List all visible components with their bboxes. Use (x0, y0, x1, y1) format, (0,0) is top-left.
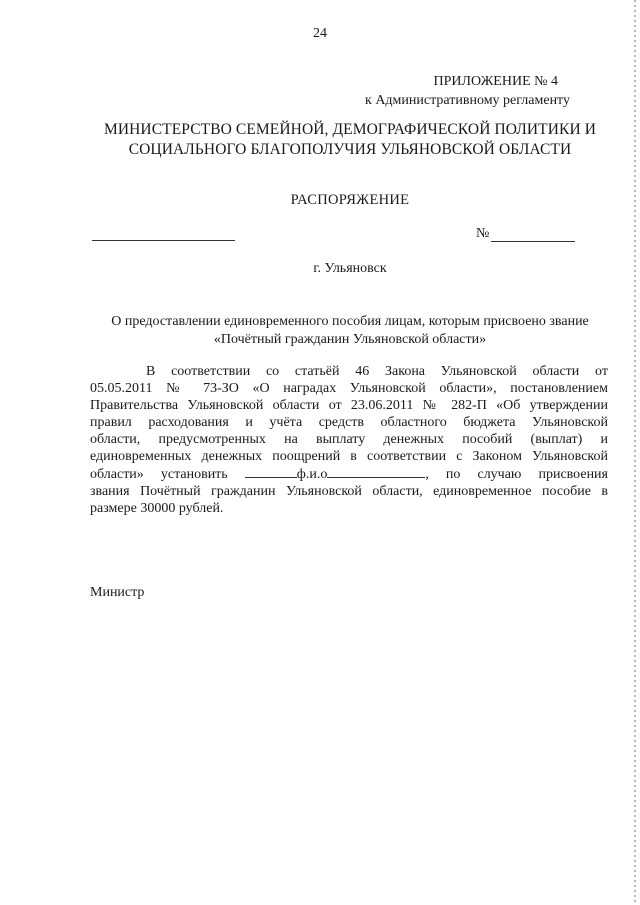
body-line: 05.05.2011 № 73-ЗО «О наградах Ульяновской области», постановлением (90, 381, 608, 396)
number-label: № (476, 226, 490, 241)
body-line: правил расходования и учёта средств областного бюджета Ульяновской (90, 415, 608, 430)
fio-blank-before (245, 465, 297, 478)
body-line: В соответствии со статьёй 46 Закона Ульяновской области от (146, 364, 608, 379)
appendix-header (365, 72, 570, 110)
city: г. Ульяновск (313, 261, 387, 276)
date-blank-line (92, 228, 235, 241)
body-line-with-blank (90, 465, 608, 483)
body-line: единовременных денежных поощрений в соответствии с Законом Ульяновской (90, 449, 608, 464)
page-number: 24 (313, 26, 327, 41)
appendix-subtitle: к Административному регламенту (365, 93, 570, 108)
body-line-7-start: области» установить (90, 467, 228, 482)
fio-placeholder: ф.и.о (296, 467, 328, 482)
body-line: Правительства Ульяновской области от 23.06.2011 № 282-П «Об утверждении (90, 398, 608, 413)
appendix-title: ПРИЛОЖЕНИЕ № 4 (433, 74, 558, 89)
signature-title: Министр (90, 585, 145, 600)
ministry-name-line-2: СОЦИАЛЬНОГО БЛАГОПОЛУЧИЯ УЛЬЯНОВСКОЙ ОБЛАСТИ (128, 141, 572, 158)
body-line-7-end: , по случаю присвоения (425, 467, 608, 482)
ministry-name-line-1: МИНИСТЕРСТВО СЕМЕЙНОЙ, ДЕМОГРАФИЧЕСКОЙ ПОЛИТИКИ И (103, 121, 597, 138)
number-blank-line (491, 229, 575, 242)
fio-blank-after (327, 465, 425, 478)
body-paragraph (90, 363, 608, 517)
subject-line-2: «Почётный гражданин Ульяновской области» (213, 332, 487, 347)
body-line: размере 30000 рублей. (90, 501, 224, 516)
ministry-name (60, 120, 640, 160)
document-type: РАСПОРЯЖЕНИЕ (290, 192, 410, 208)
subject-line-1: О предоставлении единовременного пособия лицам, которым присвоено звание (111, 314, 589, 329)
body-line: звания Почётный гражданин Ульяновской области, единовременное пособие в (90, 484, 608, 499)
body-line: области, предусмотренных на выплату денежных пособий (выплат) и (90, 432, 608, 447)
document-number (476, 226, 575, 242)
document-subject (60, 313, 640, 349)
